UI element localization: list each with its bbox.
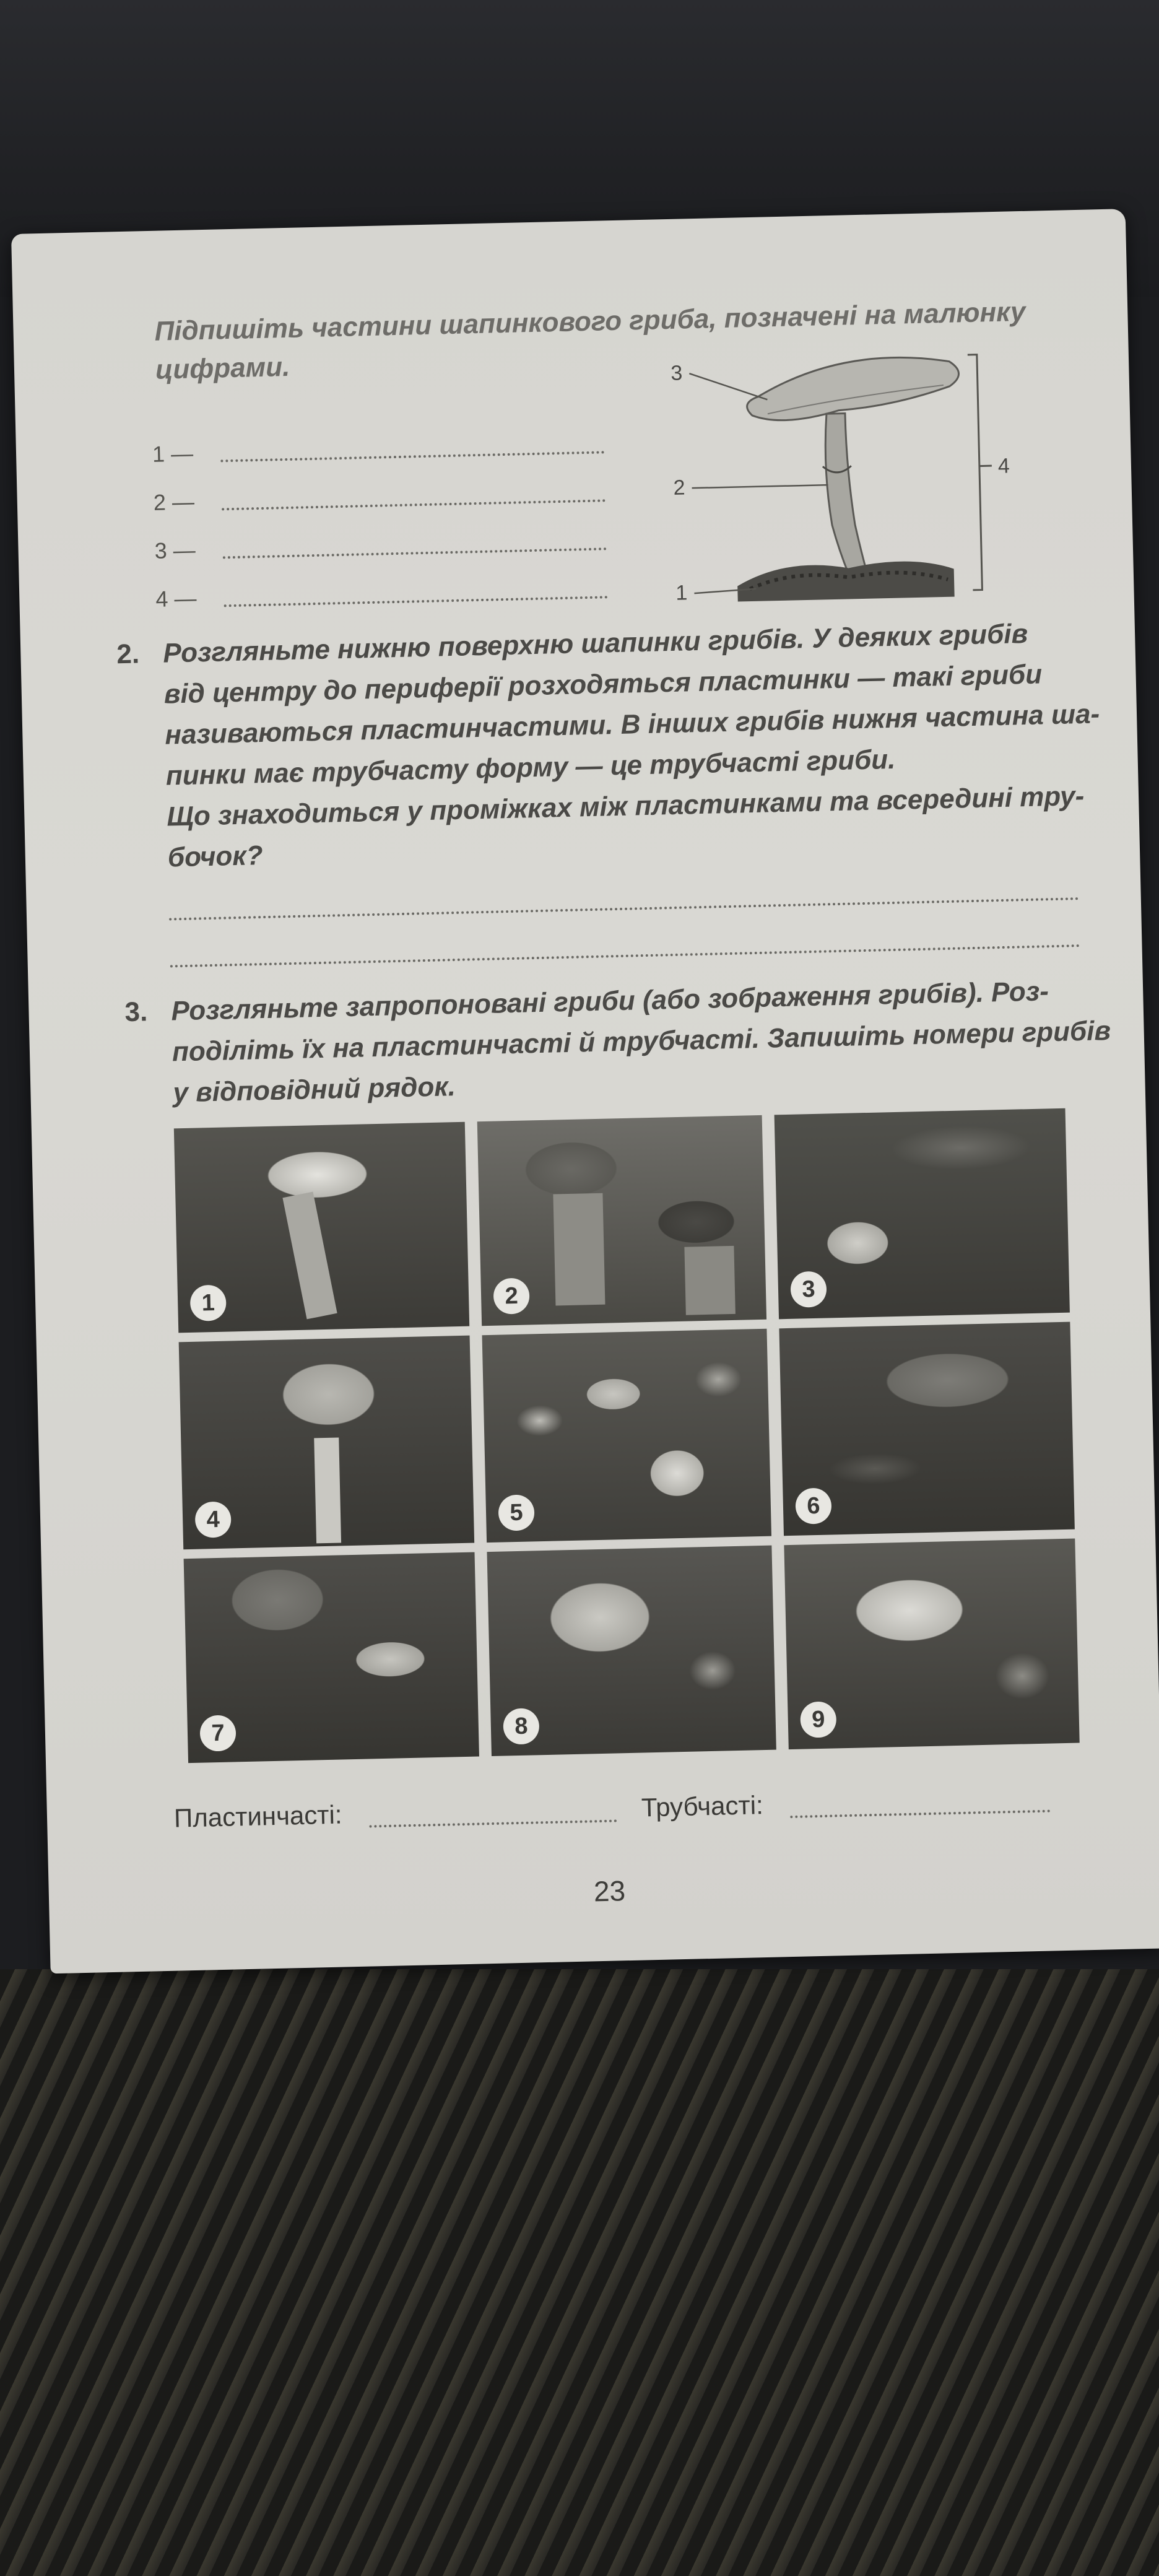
diagram-label-4: 4 [997,454,1010,478]
answer-line-4[interactable] [224,596,608,607]
mushroom-photo-5 [482,1329,771,1543]
blank-label-4: 4 — [155,585,197,612]
task2-line-3: називаються пластинчастими. В інших грибів нижня частина ша- [164,698,1100,751]
task3-number: 3. [124,996,148,1028]
mushroom-photo-3 [775,1108,1070,1320]
photo-number-6: 6 [795,1487,831,1524]
blank-label-1: 1 — [152,440,194,467]
mushroom-photo-8 [487,1546,776,1756]
page-number: 23 [593,1874,626,1908]
diagram-label-3: 3 [670,361,683,385]
tubular-answer-line[interactable] [790,1810,1050,1819]
answer-line-3[interactable] [223,547,607,559]
lamellar-answer-line[interactable] [369,1819,617,1827]
task2-answer-line-2[interactable] [170,944,1080,967]
photo-number-3: 3 [790,1271,827,1308]
photo-number-2: 2 [493,1277,529,1314]
photo-number-7: 7 [199,1715,236,1751]
task2-line-4: пинки має трубчасту форму — це трубчасті гриби. [165,744,896,791]
lamellar-label: Пластинчасті: [173,1799,342,1833]
task3-line-3: у відповідний рядок. [172,1071,456,1108]
photo-number-8: 8 [503,1708,539,1744]
mushroom-photo-7 [184,1552,479,1764]
photo-number-4: 4 [195,1501,232,1538]
photo-number-1: 1 [190,1285,227,1321]
task1-prompt-line1: Підпишіть частини шапинкового гриба, позначені на малюнку [154,296,1026,347]
mushroom-photo-4 [179,1336,474,1550]
task2-line-1: Розгляньте нижню поверхню шапинки грибів. У деяких грибів [162,618,1028,669]
task2-answer-line-1[interactable] [169,897,1079,920]
diagram-label-2: 2 [673,476,685,500]
photo-number-5: 5 [498,1494,534,1531]
task2-line-6: бочок? [167,840,264,873]
blank-label-2: 2 — [153,489,195,515]
mushroom-photo-1 [174,1122,469,1333]
mushroom-diagram [658,334,1048,616]
task3-line-2: поділіть їх на пластинчасті й трубчасті. Запишіть номери грибів [171,1016,1111,1068]
task3-line-1: Розгляньте запропоновані гриби (або зображення грибів). Роз- [170,976,1049,1027]
answer-line-1[interactable] [220,451,604,462]
task2-line-2: від центру до периферії розходяться пластинки — такі гриби [163,659,1043,710]
workbook-page [11,209,1159,1973]
mushroom-photo-2 [477,1115,766,1326]
mushroom-photo-9 [784,1539,1079,1750]
mushroom-photo-6 [779,1322,1074,1536]
photo-number-9: 9 [800,1701,836,1738]
fabric-highlight [0,2260,1159,2576]
blank-label-3: 3 — [154,537,196,564]
task1-prompt-line2: цифрами. [155,351,290,385]
task2-number: 2. [116,638,140,670]
diagram-label-1: 1 [675,581,688,605]
answer-line-2[interactable] [222,499,606,510]
tubular-label: Трубчасті: [641,1790,764,1822]
task2-line-5: Що знаходиться у проміжках між пластинками та всередині тру- [166,780,1085,832]
